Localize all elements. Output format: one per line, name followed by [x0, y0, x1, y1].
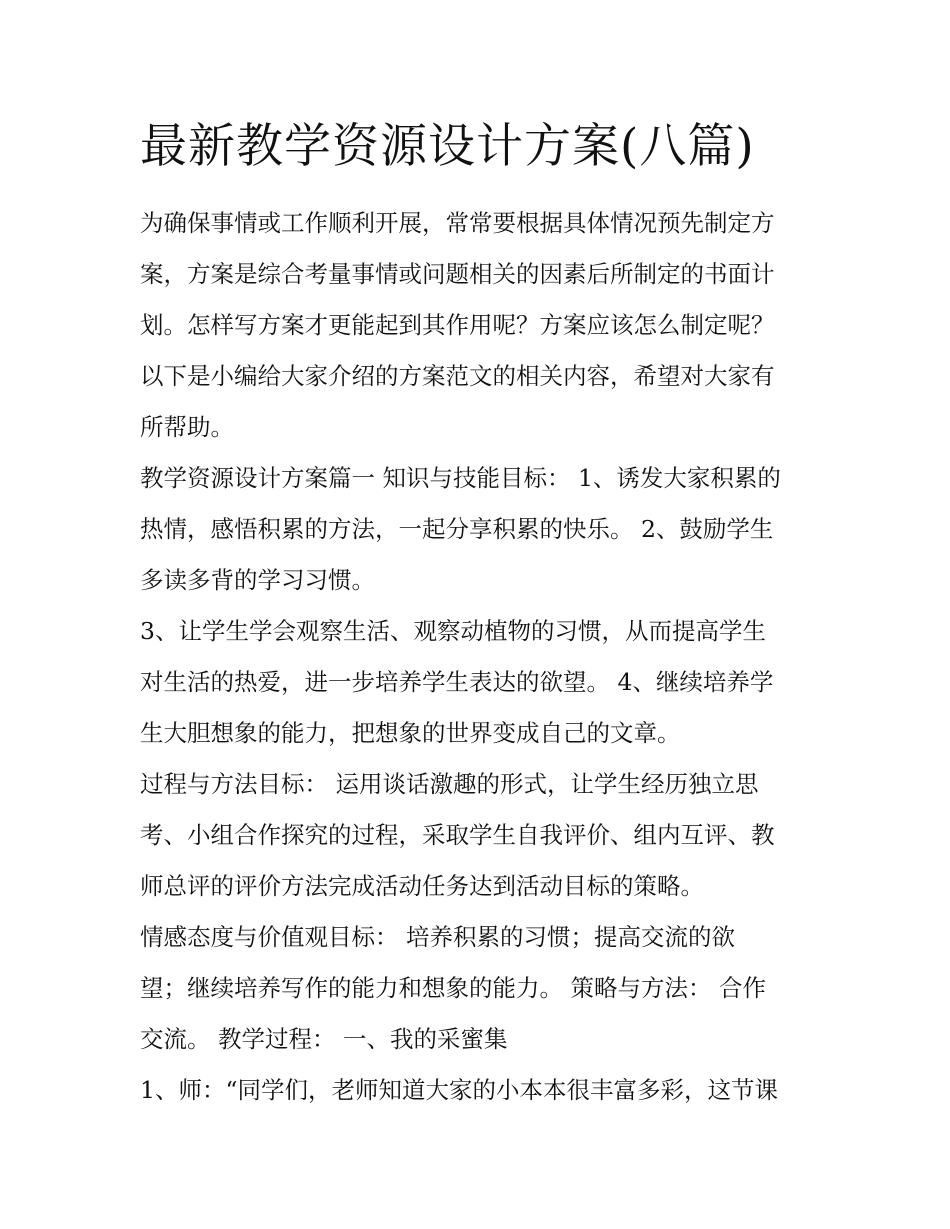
- document-title: 最新教学资源设计方案(八篇): [140, 119, 755, 174]
- text-line: 交流。 教学过程： 一、我的采蜜集: [140, 1025, 508, 1053]
- text-line: 过程与方法目标： 运用谈话激趣的形式，让学生经历独立思: [140, 770, 759, 798]
- text-line: 望；继续培养写作的能力和想象的能力。 策略与方法： 合作: [140, 974, 766, 1002]
- text-line: 多读多背的学习习惯。: [140, 566, 375, 594]
- text-line: 生大胆想象的能力，把想象的世界变成自己的文章。: [140, 719, 681, 747]
- text-line: 案，方案是综合考量事情或问题相关的因素后所制定的书面计: [140, 260, 775, 288]
- text-line: 情感态度与价值观目标： 培养积累的习惯；提高交流的欲: [140, 923, 735, 951]
- text-line: 考、小组合作探究的过程，采取学生自我评价、组内互评、教: [140, 821, 775, 849]
- text-line: 3、让学生学会观察生活、观察动植物的习惯，从而提高学生: [140, 617, 766, 645]
- text-line: 热情，感悟积累的方法，一起分享积累的快乐。 2、鼓励学生: [140, 515, 774, 543]
- text-line: 划。怎样写方案才更能起到其作用呢？方案应该怎么制定呢？: [140, 311, 775, 339]
- text-line: 所帮助。: [140, 413, 234, 441]
- text-line: 师总评的评价方法完成活动任务达到活动目标的策略。: [140, 872, 704, 900]
- text-line: 1、师：“同学们，老师知道大家的小本本很丰富多彩，这节课: [140, 1076, 778, 1104]
- text-line: 为确保事情或工作顺利开展，常常要根据具体情况预先制定方: [140, 209, 775, 237]
- text-line: 教学资源设计方案篇一 知识与技能目标： 1、诱发大家积累的: [140, 464, 781, 492]
- text-line: 以下是小编给大家介绍的方案范文的相关内容，希望对大家有: [140, 362, 775, 390]
- text-line: 对生活的热爱，进一步培养学生表达的欲望。 4、继续培养学: [140, 668, 774, 696]
- document-body: [140, 198, 812, 1116]
